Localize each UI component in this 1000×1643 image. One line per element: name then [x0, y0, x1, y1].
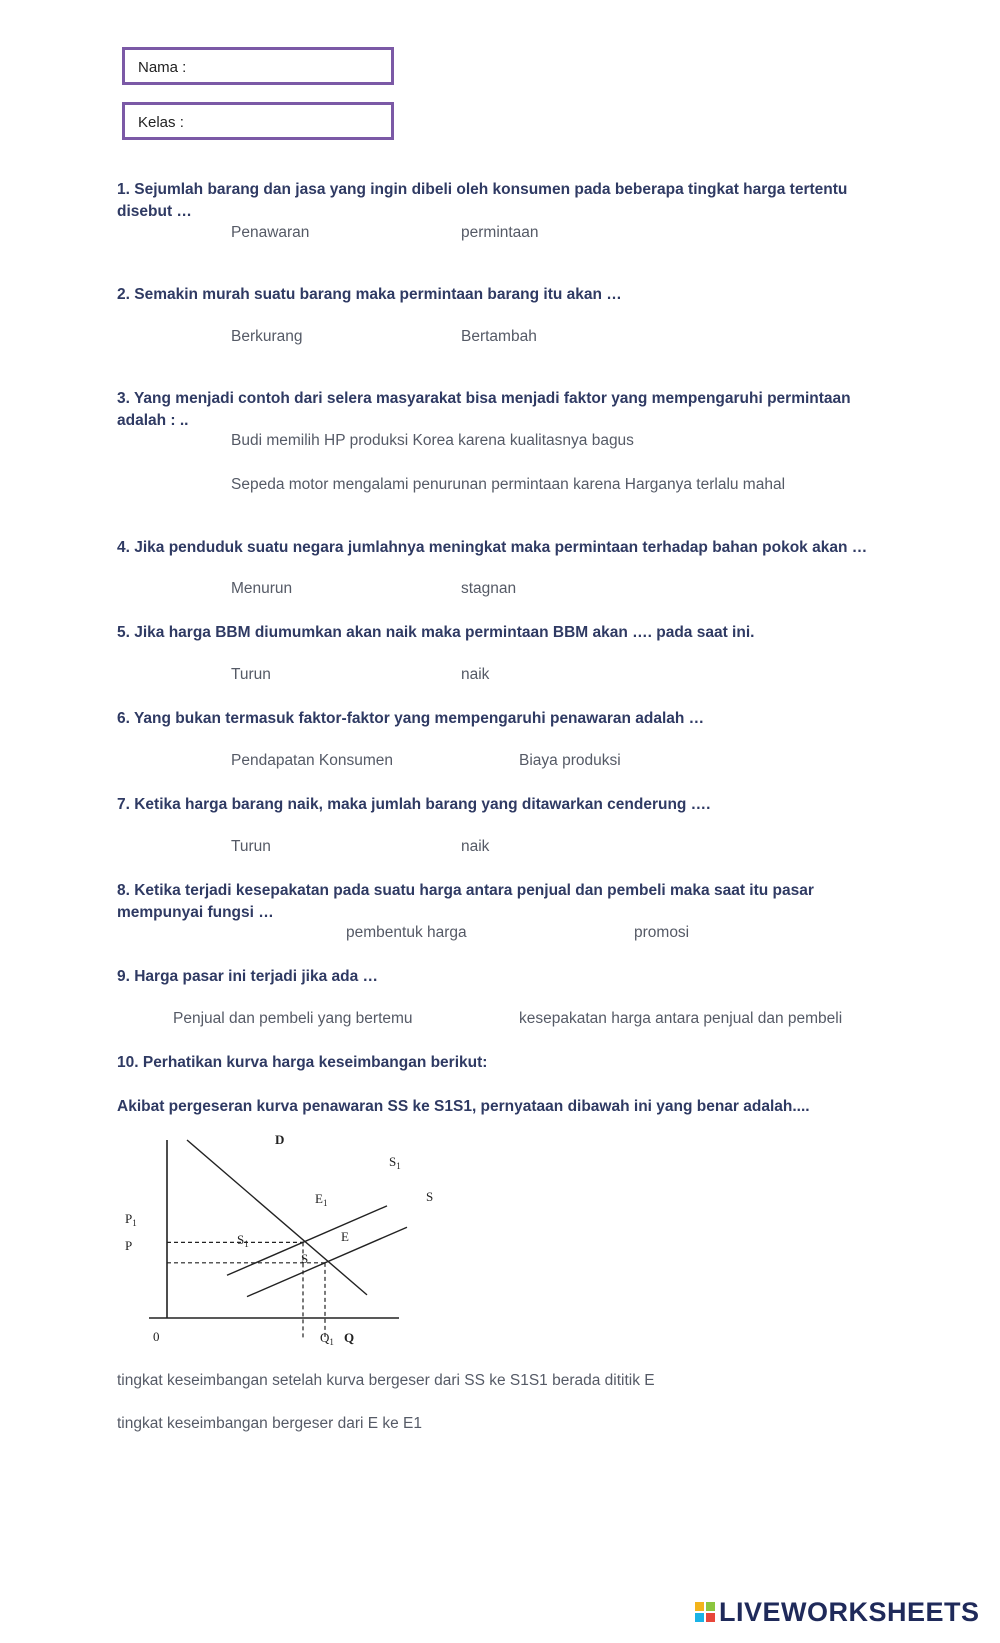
q9-option-b[interactable]: kesepakatan harga antara penjual dan pembeli — [519, 1010, 843, 1027]
question-3: 3. Yang menjadi contoh dari selera masyarakat bisa menjadi faktor yang mempengaruhi permintaan adalah : .. — [117, 390, 851, 429]
q3-option-a[interactable]: Budi memilih HP produksi Korea karena kualitasnya bagus — [231, 432, 634, 449]
question-2: 2. Semakin murah suatu barang maka permintaan barang itu akan … — [117, 286, 622, 303]
logo-mark-icon — [695, 1602, 715, 1622]
label-p: P — [125, 1238, 133, 1253]
label-p1-sub: 1 — [132, 1218, 137, 1228]
logo-square-3 — [695, 1613, 704, 1622]
label-p1-main: P — [125, 1211, 133, 1226]
label-e1 — [315, 1191, 327, 1208]
nama-field[interactable] — [122, 47, 394, 85]
logo-text: LIVEWORKSHEETS — [719, 1596, 980, 1627]
supply-curve-ss — [247, 1227, 407, 1296]
question-4: 4. Jika penduduk suatu negara jumlahnya meningkat maka permintaan terhadap bahan pokok akan … — [117, 539, 868, 556]
q7-option-a[interactable]: Turun — [231, 838, 271, 855]
equilibrium-chart — [117, 1132, 457, 1370]
label-s1-top — [389, 1154, 401, 1171]
label-s1-top-main: S — [389, 1154, 397, 1169]
label-d: D — [275, 1132, 285, 1147]
label-s-top: S — [426, 1189, 434, 1204]
label-q1 — [320, 1330, 334, 1347]
question-5: 5. Jika harga BBM diumumkan akan naik maka permintaan BBM akan …. pada saat ini. — [117, 624, 755, 641]
kelas-input[interactable] — [195, 110, 383, 136]
question-8: 8. Ketika terjadi kesepakatan pada suatu harga antara penjual dan pembeli maka saat itu pasar mempunyai fungsi … — [117, 882, 814, 921]
kelas-field[interactable] — [122, 102, 394, 140]
q6-option-b[interactable]: Biaya produksi — [519, 752, 621, 769]
q2-option-a[interactable]: Berkurang — [231, 328, 303, 345]
q2-option-b[interactable]: Bertambah — [461, 328, 537, 345]
question-7: 7. Ketika harga barang naik, maka jumlah barang yang ditawarkan cenderung …. — [117, 796, 711, 813]
logo-square-1 — [695, 1602, 704, 1611]
label-q1-main: Q — [320, 1330, 330, 1345]
label-s1-low — [237, 1232, 249, 1249]
label-q: Q — [344, 1330, 355, 1345]
label-s1-low-sub: 1 — [244, 1239, 249, 1249]
label-e1-main: E — [315, 1191, 323, 1206]
question-9: 9. Harga pasar ini terjadi jika ada … — [117, 968, 379, 985]
question-6: 6. Yang bukan termasuk faktor-faktor yang mempengaruhi penawaran adalah … — [117, 710, 705, 727]
nama-input[interactable] — [195, 55, 383, 81]
q6-option-a[interactable]: Pendapatan Konsumen — [231, 752, 394, 769]
label-s1-top-sub: 1 — [396, 1161, 401, 1171]
label-p1 — [125, 1211, 137, 1228]
q10-option-b[interactable]: tingkat keseimbangan bergeser dari E ke E1 — [117, 1415, 423, 1432]
label-q1-sub: 1 — [329, 1337, 334, 1347]
logo-square-4 — [706, 1613, 715, 1622]
label-e: E — [341, 1229, 349, 1244]
q1-option-a[interactable]: Penawaran — [231, 224, 310, 241]
kelas-label: Kelas : — [138, 114, 184, 131]
q9-option-a[interactable]: Penjual dan pembeli yang bertemu — [173, 1010, 413, 1027]
nama-label: Nama : — [138, 59, 187, 76]
q5-option-b[interactable]: naik — [461, 666, 490, 683]
q3-option-b[interactable]: Sepeda motor mengalami penurunan permintaan karena Harganya terlalu mahal — [231, 476, 786, 493]
label-origin: 0 — [153, 1329, 160, 1344]
q4-option-b[interactable]: stagnan — [461, 580, 517, 597]
question-1: 1. Sejumlah barang dan jasa yang ingin dibeli oleh konsumen pada beberapa tingkat harga tertentu disebut … — [117, 181, 848, 220]
q4-option-a[interactable]: Menurun — [231, 580, 293, 597]
label-e1-sub: 1 — [322, 1198, 328, 1208]
liveworksheets-logo — [695, 1597, 980, 1627]
q8-option-a[interactable]: pembentuk harga — [346, 924, 467, 941]
q7-option-b[interactable]: naik — [461, 838, 490, 855]
question-10: 10. Perhatikan kurva harga keseimbangan berikut: — [117, 1054, 488, 1071]
demand-curve — [187, 1140, 367, 1295]
label-s-low: S — [301, 1251, 309, 1266]
q1-option-b[interactable]: permintaan — [461, 224, 539, 241]
logo-square-2 — [706, 1602, 715, 1611]
question-10-subtext: Akibat pergeseran kurva penawaran SS ke S1S1, pernyataan dibawah ini yang benar adalah.... — [117, 1098, 810, 1115]
q8-option-b[interactable]: promosi — [634, 924, 690, 941]
label-s1-low-main: S — [237, 1232, 245, 1247]
q10-option-a[interactable]: tingkat keseimbangan setelah kurva bergeser dari SS ke S1S1 berada dititik E — [117, 1372, 655, 1389]
q5-option-a[interactable]: Turun — [231, 666, 271, 683]
